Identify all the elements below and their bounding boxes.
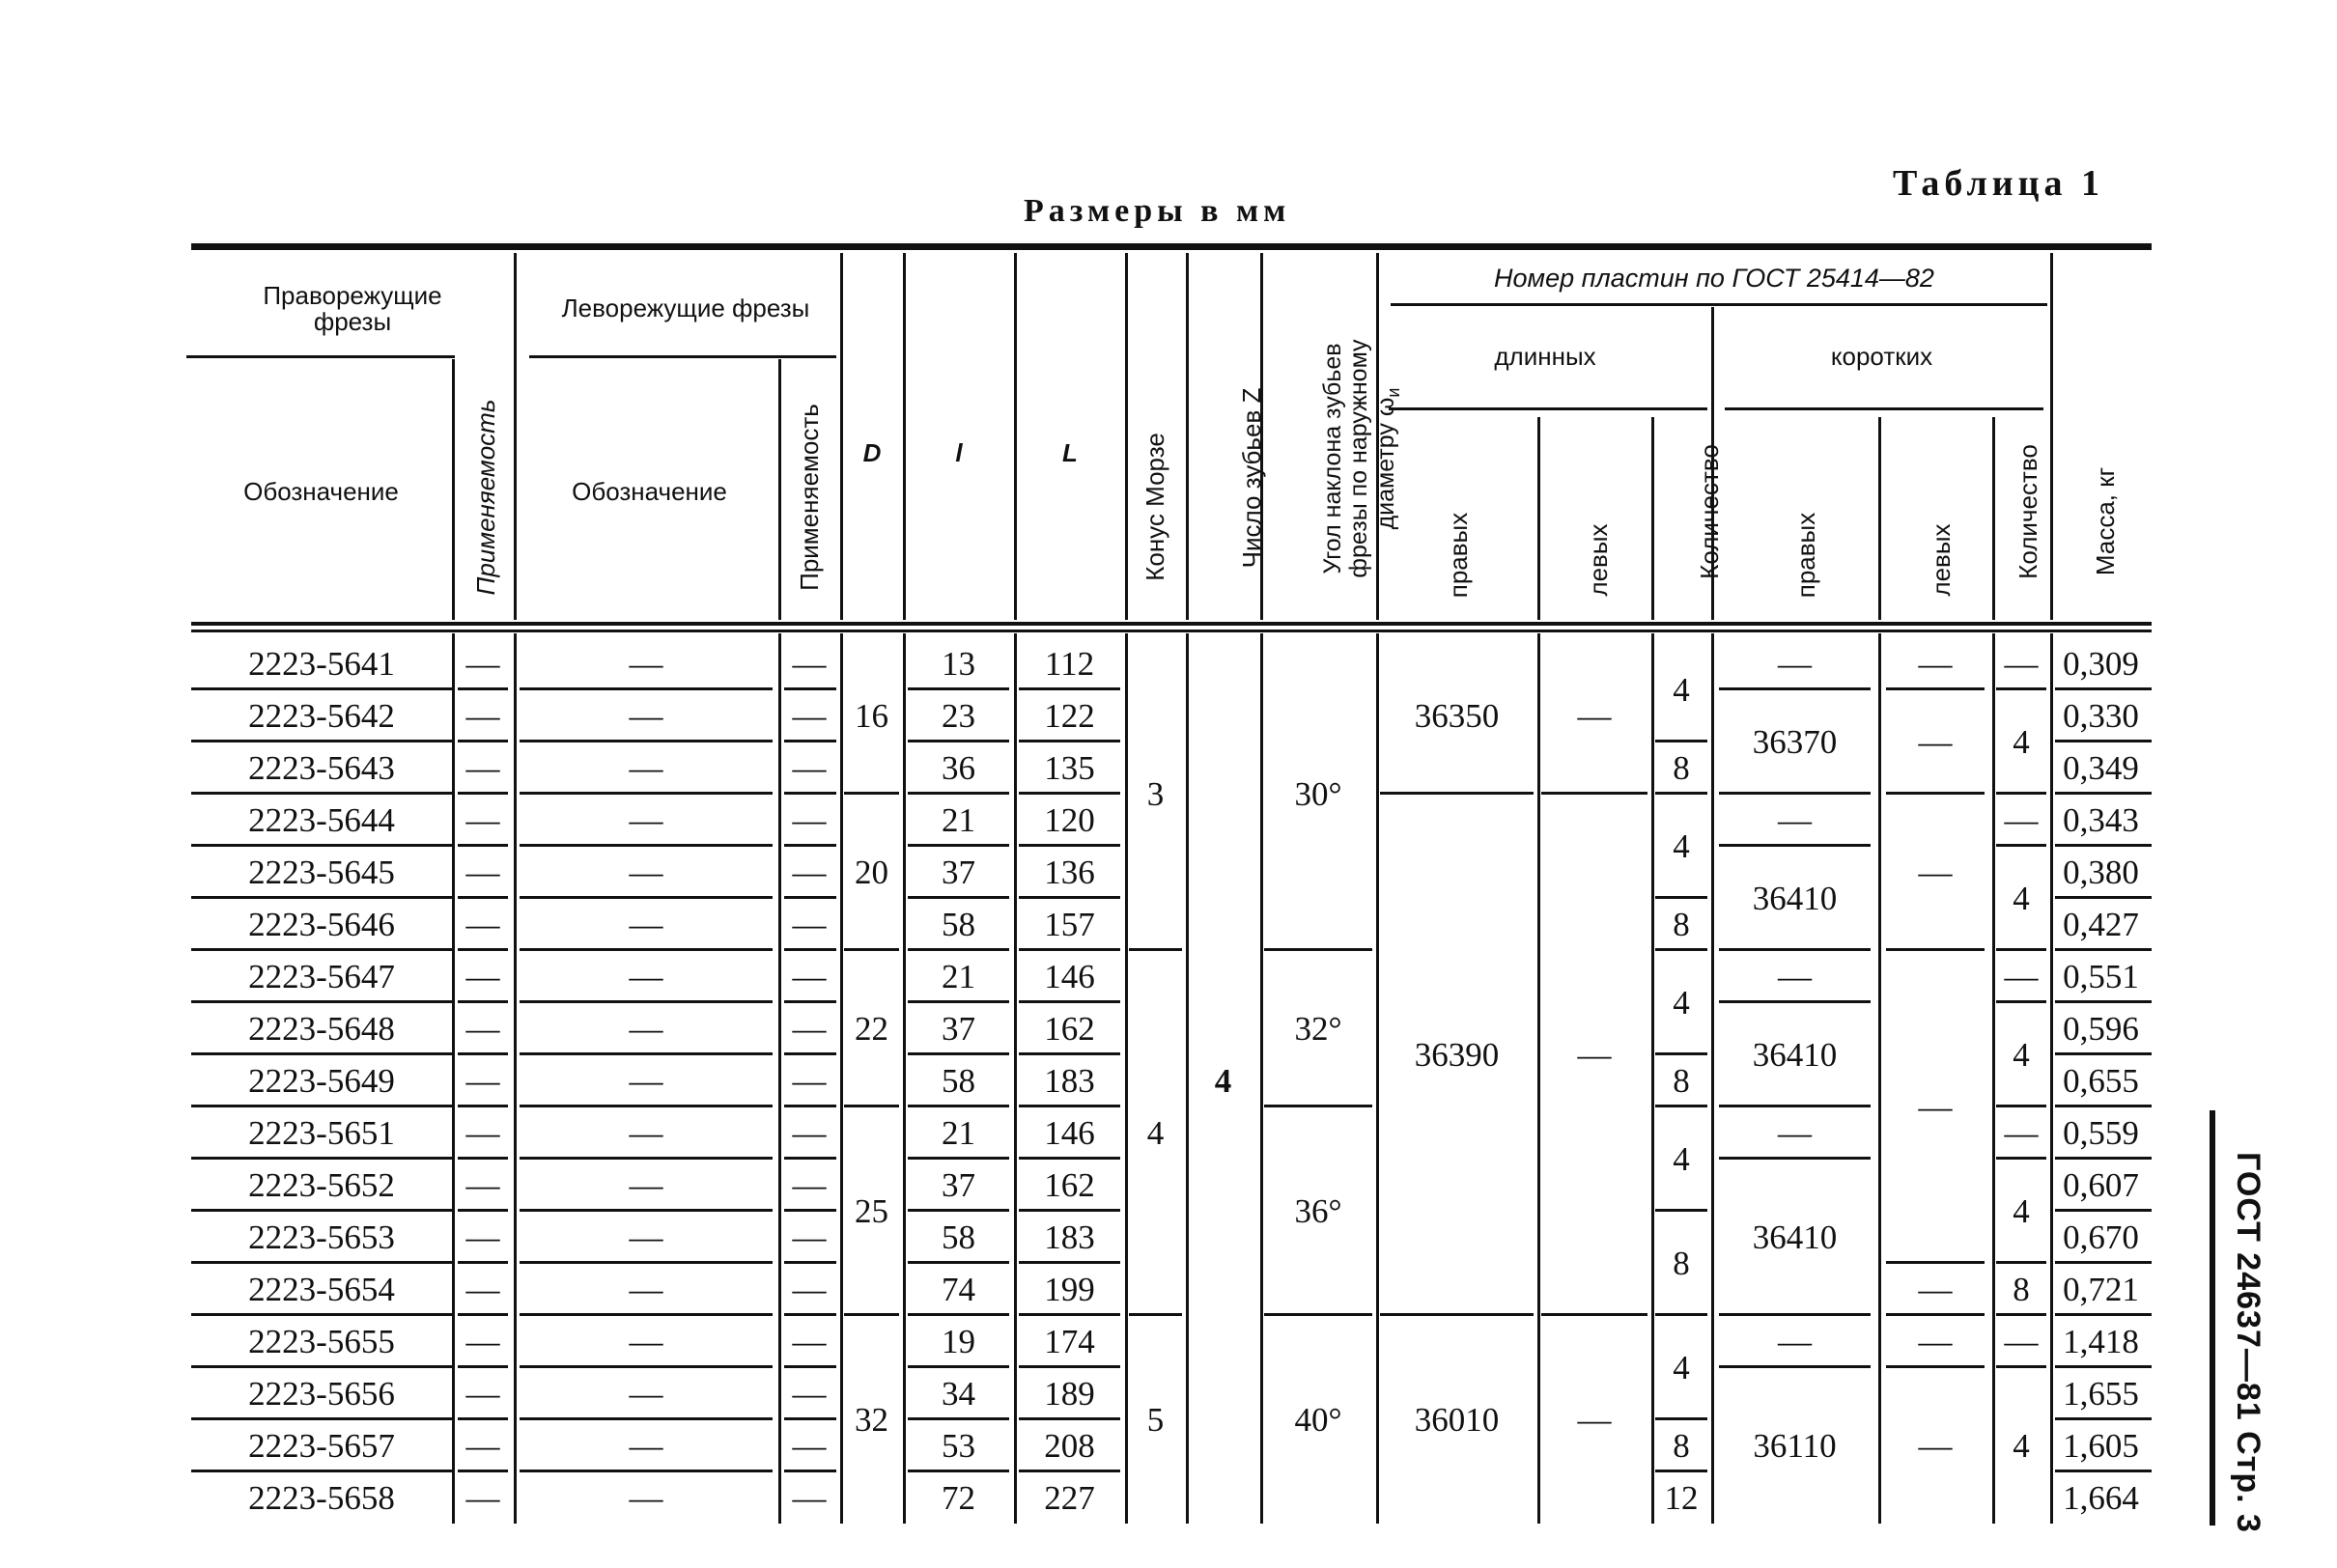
table-label: Таблица 1 bbox=[1893, 163, 2105, 204]
header-designation-right: Обозначение bbox=[243, 477, 399, 507]
group-long-count: 8 bbox=[1673, 1244, 1690, 1282]
header-short: коротких bbox=[1830, 342, 1933, 372]
row-code-left-dash: — bbox=[629, 1218, 663, 1256]
row-l: 58 bbox=[942, 1061, 975, 1100]
group-short-right-dash: — bbox=[1778, 1113, 1812, 1152]
group-short-right-dash: — bbox=[1778, 1322, 1812, 1360]
row-code: 2223-5655 bbox=[248, 1322, 395, 1360]
group-long-count: 4 bbox=[1673, 670, 1690, 709]
header-short-right: правых bbox=[1790, 512, 1820, 599]
hdr-vline bbox=[1186, 253, 1189, 620]
row-app-left-dash: — bbox=[792, 1270, 827, 1308]
row-l: 19 bbox=[942, 1322, 975, 1360]
row-code-left-dash: — bbox=[629, 1165, 663, 1204]
row-l: 74 bbox=[942, 1270, 975, 1308]
row-code: 2223-5651 bbox=[248, 1113, 395, 1152]
row-L: 183 bbox=[1044, 1061, 1095, 1100]
group-D: 16 bbox=[855, 696, 888, 735]
row-app-right-dash: — bbox=[465, 644, 500, 683]
row-mass: 0,343 bbox=[2063, 800, 2139, 839]
row-L: 146 bbox=[1044, 957, 1095, 995]
row-l: 21 bbox=[942, 1113, 975, 1152]
row-app-left-dash: — bbox=[792, 1009, 827, 1048]
row-code: 2223-5642 bbox=[248, 696, 395, 735]
row-code-left-dash: — bbox=[629, 1426, 663, 1465]
group-long-right: 36390 bbox=[1414, 1035, 1500, 1074]
group-short-right-dash: — bbox=[1778, 644, 1812, 683]
header-long-count: Количество bbox=[1694, 444, 1724, 579]
row-code-left-dash: — bbox=[629, 1061, 663, 1100]
group-short-left-dash: — bbox=[1918, 644, 1953, 683]
row-code: 2223-5649 bbox=[248, 1061, 395, 1100]
row-app-right-dash: — bbox=[465, 1478, 500, 1517]
row-l: 58 bbox=[942, 1218, 975, 1256]
header-designation-left: Обозначение bbox=[572, 477, 727, 507]
row-code: 2223-5644 bbox=[248, 800, 395, 839]
header-angle-line3: диаметру ω bbox=[1371, 397, 1399, 530]
row-l: 21 bbox=[942, 957, 975, 995]
group-short-left-dash: — bbox=[1918, 1270, 1953, 1308]
row-L: 157 bbox=[1044, 905, 1095, 943]
header-morse: Конус Морзе bbox=[1140, 433, 1169, 581]
header-long: длинных bbox=[1494, 342, 1596, 372]
row-L: 227 bbox=[1044, 1478, 1095, 1517]
hdr-hline bbox=[1725, 407, 2043, 410]
group-D: 25 bbox=[855, 1191, 888, 1230]
header-short-left: левых bbox=[1926, 523, 1956, 597]
group-short-right-dash: — bbox=[1778, 800, 1812, 839]
row-app-right-dash: — bbox=[465, 696, 500, 735]
row-mass: 1,655 bbox=[2063, 1374, 2139, 1413]
group-short-right: 36410 bbox=[1752, 879, 1838, 917]
group-D: 22 bbox=[855, 1009, 888, 1048]
hdr-hline bbox=[1391, 303, 2047, 306]
row-app-left-dash: — bbox=[792, 905, 827, 943]
row-l: 37 bbox=[942, 1009, 975, 1048]
row-L: 174 bbox=[1044, 1322, 1095, 1360]
hdr-vline bbox=[1878, 417, 1881, 620]
row-l: 34 bbox=[942, 1374, 975, 1413]
row-app-right-dash: — bbox=[465, 1374, 500, 1413]
row-app-left-dash: — bbox=[792, 1322, 827, 1360]
group-morse: 4 bbox=[1146, 1113, 1165, 1152]
row-code-left-dash: — bbox=[629, 1478, 663, 1517]
row-mass: 0,551 bbox=[2063, 957, 2139, 995]
row-code-left-dash: — bbox=[629, 1322, 663, 1360]
hdr-vline bbox=[1125, 253, 1128, 620]
row-app-left-dash: — bbox=[792, 1426, 827, 1465]
row-app-left-dash: — bbox=[792, 853, 827, 891]
row-app-right-dash: — bbox=[465, 1218, 500, 1256]
row-app-right-dash: — bbox=[465, 957, 500, 995]
row-L: 122 bbox=[1044, 696, 1095, 735]
row-app-right-dash: — bbox=[465, 1426, 500, 1465]
row-mass: 0,427 bbox=[2063, 905, 2139, 943]
row-app-left-dash: — bbox=[792, 644, 827, 683]
row-app-right-dash: — bbox=[465, 748, 500, 787]
row-l: 58 bbox=[942, 905, 975, 943]
row-app-right-dash: — bbox=[465, 1113, 500, 1152]
hdr-vline bbox=[1537, 417, 1540, 620]
row-mass: 0,721 bbox=[2063, 1270, 2139, 1308]
header-long-right: правых bbox=[1443, 512, 1473, 599]
header-left-cutters: Леворежущие фрезы bbox=[561, 294, 810, 323]
row-l: 37 bbox=[942, 1165, 975, 1204]
group-long-count: 8 bbox=[1673, 1426, 1690, 1465]
row-mass: 0,349 bbox=[2063, 748, 2139, 787]
group-D: 32 bbox=[855, 1400, 888, 1439]
hdr-vline bbox=[778, 359, 781, 620]
header-short-count: Количество bbox=[2013, 444, 2042, 579]
row-L: 146 bbox=[1044, 1113, 1095, 1152]
header-angle-line2: фрезы по наружному bbox=[1345, 339, 1373, 578]
group-short-count-dash: — bbox=[2004, 644, 2039, 683]
header-plates: Номер пластин по ГОСТ 25414—82 bbox=[1494, 263, 1934, 293]
row-code: 2223-5645 bbox=[248, 853, 395, 891]
row-mass: 0,670 bbox=[2063, 1218, 2139, 1256]
row-code-left-dash: — bbox=[629, 957, 663, 995]
row-app-right-dash: — bbox=[465, 1165, 500, 1204]
hdr-vline bbox=[452, 359, 455, 620]
row-code: 2223-5653 bbox=[248, 1218, 395, 1256]
row-code-left-dash: — bbox=[629, 644, 663, 683]
table-caption: Размеры в мм bbox=[1024, 193, 1291, 229]
row-l: 23 bbox=[942, 696, 975, 735]
row-L: 199 bbox=[1044, 1270, 1095, 1308]
side-rule bbox=[2210, 1110, 2215, 1526]
row-mass: 0,655 bbox=[2063, 1061, 2139, 1100]
row-app-right-dash: — bbox=[465, 1009, 500, 1048]
row-mass: 0,596 bbox=[2063, 1009, 2139, 1048]
row-app-right-dash: — bbox=[465, 853, 500, 891]
side-page-title-text: ГОСТ 24637—81 Стр. 3 bbox=[2229, 1151, 2267, 1533]
group-angle: 40° bbox=[1294, 1400, 1342, 1439]
row-app-left-dash: — bbox=[792, 800, 827, 839]
row-code-left-dash: — bbox=[629, 905, 663, 943]
row-app-right-dash: — bbox=[465, 1061, 500, 1100]
row-code: 2223-5647 bbox=[248, 957, 395, 995]
group-long-right: 36350 bbox=[1414, 696, 1500, 735]
header-angle-sub: и bbox=[1383, 387, 1403, 398]
group-morse: 3 bbox=[1146, 774, 1165, 813]
side-page-title bbox=[2213, 1151, 2281, 1533]
row-app-left-dash: — bbox=[792, 748, 827, 787]
row-code: 2223-5643 bbox=[248, 748, 395, 787]
row-code-left-dash: — bbox=[629, 1270, 663, 1308]
group-short-left-dash: — bbox=[1918, 1087, 1953, 1126]
header-long-left: левых bbox=[1583, 523, 1613, 597]
group-long-right: 36010 bbox=[1414, 1400, 1500, 1439]
row-code-left-dash: — bbox=[629, 748, 663, 787]
group-morse: 5 bbox=[1146, 1400, 1165, 1439]
row-L: 135 bbox=[1044, 748, 1095, 787]
header-right-cutters: Праворежущие фрезы bbox=[263, 280, 442, 336]
group-short-count: 8 bbox=[2013, 1270, 2030, 1308]
group-long-count: 4 bbox=[1673, 1348, 1690, 1386]
row-app-right-dash: — bbox=[465, 1322, 500, 1360]
group-short-count-dash: — bbox=[2004, 957, 2039, 995]
hdr-vline bbox=[2050, 253, 2053, 620]
row-mass: 0,559 bbox=[2063, 1113, 2139, 1152]
row-app-left-dash: — bbox=[792, 1478, 827, 1517]
row-L: 136 bbox=[1044, 853, 1095, 891]
row-mass: 0,330 bbox=[2063, 696, 2139, 735]
row-L: 162 bbox=[1044, 1165, 1095, 1204]
row-app-left-dash: — bbox=[792, 1061, 827, 1100]
row-l: 13 bbox=[942, 644, 975, 683]
row-code-left-dash: — bbox=[629, 853, 663, 891]
row-L: 208 bbox=[1044, 1426, 1095, 1465]
group-short-right: 36370 bbox=[1752, 722, 1838, 761]
group-short-right: 36410 bbox=[1752, 1035, 1838, 1074]
header-bottom-rule-2 bbox=[191, 630, 2152, 632]
group-long-count: 12 bbox=[1664, 1478, 1699, 1517]
row-L: 189 bbox=[1044, 1374, 1095, 1413]
group-short-count: 4 bbox=[2013, 1191, 2030, 1230]
row-L: 120 bbox=[1044, 800, 1095, 839]
row-code: 2223-5657 bbox=[248, 1426, 395, 1465]
row-app-right-dash: — bbox=[465, 1270, 500, 1308]
hdr-hline bbox=[1389, 407, 1707, 410]
table-top-rule bbox=[191, 243, 2152, 250]
row-code-left-dash: — bbox=[629, 1009, 663, 1048]
group-short-count: 4 bbox=[2013, 879, 2030, 917]
row-code: 2223-5641 bbox=[248, 644, 395, 683]
group-short-count-dash: — bbox=[2004, 1322, 2039, 1360]
row-app-right-dash: — bbox=[465, 905, 500, 943]
group-long-count: 4 bbox=[1673, 1139, 1690, 1178]
hdr-vline bbox=[1992, 417, 1995, 620]
header-D: D bbox=[862, 438, 882, 468]
group-short-right: 36410 bbox=[1752, 1218, 1838, 1256]
row-app-left-dash: — bbox=[792, 957, 827, 995]
group-long-count: 4 bbox=[1673, 826, 1690, 865]
group-short-left-dash: — bbox=[1918, 1322, 1953, 1360]
group-short-right-dash: — bbox=[1778, 957, 1812, 995]
hdr-vline bbox=[514, 253, 517, 620]
row-mass: 1,418 bbox=[2063, 1322, 2139, 1360]
header-mass: Масса, кг bbox=[2090, 466, 2120, 576]
row-L: 183 bbox=[1044, 1218, 1095, 1256]
group-D: 20 bbox=[855, 853, 888, 891]
group-long-left-dash: — bbox=[1577, 696, 1612, 735]
group-short-count-dash: — bbox=[2004, 800, 2039, 839]
group-short-count: 4 bbox=[2013, 1035, 2030, 1074]
row-l: 21 bbox=[942, 800, 975, 839]
row-app-left-dash: — bbox=[792, 696, 827, 735]
group-short-left-dash: — bbox=[1918, 722, 1953, 761]
row-code-left-dash: — bbox=[629, 800, 663, 839]
row-code-left-dash: — bbox=[629, 1374, 663, 1413]
row-mass: 1,605 bbox=[2063, 1426, 2139, 1465]
row-app-left-dash: — bbox=[792, 1374, 827, 1413]
header-angle-line3-wrap bbox=[1373, 388, 1404, 530]
row-code: 2223-5646 bbox=[248, 905, 395, 943]
group-long-count: 8 bbox=[1673, 748, 1690, 787]
row-mass: 0,380 bbox=[2063, 853, 2139, 891]
hdr-hline bbox=[186, 355, 455, 358]
row-mass: 1,664 bbox=[2063, 1478, 2139, 1517]
header-bottom-rule bbox=[191, 622, 2152, 626]
group-short-left-dash: — bbox=[1918, 1426, 1953, 1465]
row-code: 2223-5652 bbox=[248, 1165, 395, 1204]
group-short-count-dash: — bbox=[2004, 1113, 2039, 1152]
group-short-right: 36110 bbox=[1753, 1426, 1837, 1465]
row-app-left-dash: — bbox=[792, 1165, 827, 1204]
group-long-count: 8 bbox=[1673, 905, 1690, 943]
row-app-left-dash: — bbox=[792, 1218, 827, 1256]
group-teeth: 4 bbox=[1214, 1061, 1232, 1100]
header-teeth: Число зубьев Z bbox=[1236, 387, 1266, 569]
group-long-left-dash: — bbox=[1577, 1035, 1612, 1074]
row-l: 37 bbox=[942, 853, 975, 891]
group-angle: 30° bbox=[1294, 774, 1342, 813]
group-angle: 36° bbox=[1294, 1191, 1342, 1230]
group-short-left-dash: — bbox=[1918, 853, 1953, 891]
hdr-hline bbox=[529, 355, 836, 358]
row-app-right-dash: — bbox=[465, 800, 500, 839]
group-short-count: 4 bbox=[2013, 1426, 2030, 1465]
row-code: 2223-5656 bbox=[248, 1374, 395, 1413]
group-long-count: 8 bbox=[1673, 1061, 1690, 1100]
hdr-vline bbox=[1651, 417, 1654, 620]
group-long-left-dash: — bbox=[1577, 1400, 1612, 1439]
row-code: 2223-5648 bbox=[248, 1009, 395, 1048]
header-l: l bbox=[955, 438, 963, 468]
header-applicability-left: Применяемость bbox=[794, 404, 824, 591]
header-applicability-right: Применяемость bbox=[470, 399, 500, 596]
row-code: 2223-5658 bbox=[248, 1478, 395, 1517]
header-L: L bbox=[1062, 438, 1078, 468]
group-short-count: 4 bbox=[2013, 722, 2030, 761]
row-code-left-dash: — bbox=[629, 1113, 663, 1152]
row-mass: 0,309 bbox=[2063, 644, 2139, 683]
row-l: 53 bbox=[942, 1426, 975, 1465]
header-angle-line1: Угол наклона зубьев bbox=[1318, 343, 1346, 574]
row-code-left-dash: — bbox=[629, 696, 663, 735]
row-app-left-dash: — bbox=[792, 1113, 827, 1152]
group-long-count: 4 bbox=[1673, 983, 1690, 1022]
row-L: 112 bbox=[1044, 644, 1095, 683]
row-mass: 0,607 bbox=[2063, 1165, 2139, 1204]
row-code: 2223-5654 bbox=[248, 1270, 395, 1308]
row-l: 36 bbox=[942, 748, 975, 787]
group-angle: 32° bbox=[1294, 1009, 1342, 1048]
row-L: 162 bbox=[1044, 1009, 1095, 1048]
row-l: 72 bbox=[942, 1478, 975, 1517]
